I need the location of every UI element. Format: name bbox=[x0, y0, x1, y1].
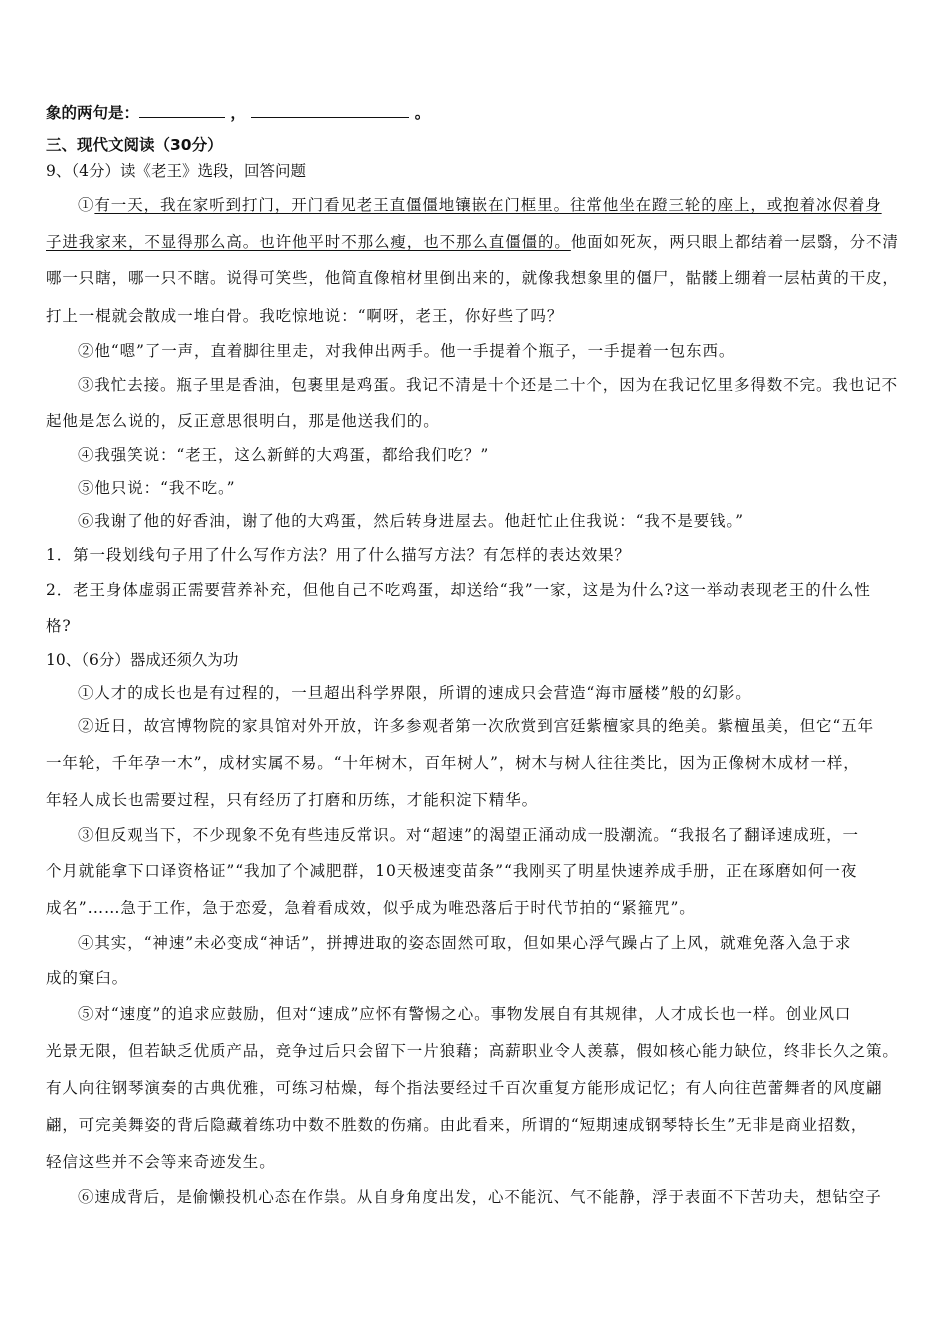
q10-para-2-line-3: 年轻人成长也需要过程，只有经历了打磨和历练，才能积淀下精华。 bbox=[46, 791, 539, 809]
q10-para-3-line-2: 个月就能拿下口译资格证”“我加了个减肥群，10天极速变苗条”“我刚买了明星快速养成手册，正在琢磨如何一夜 bbox=[46, 862, 858, 880]
q10-para-3-line-3: 成名”……急于工作，急于恋爱，急着看成效，似乎成为唯恐落后于时代节拍的“紧箍咒”。 bbox=[46, 899, 696, 917]
q10-para-5-line-5: 轻信这些并不会等来奇迹发生。 bbox=[46, 1153, 276, 1171]
q9-para-1-line-3: 哪一只瞎，哪一只不瞎。说得可笑些，他简直像棺材里倒出来的，就像我想象里的僵尸，骷髅上绷着一层枯黄的干皮， bbox=[46, 269, 899, 287]
answer-blank-2[interactable] bbox=[251, 103, 409, 118]
q9-para-1-line-4: 打上一棍就会散成一堆白骨。我吃惊地说：“啊呀，老王，你好些了吗？ bbox=[46, 307, 564, 325]
q10-para-1: ①人才的成长也是有过程的，一旦超出科学界限，所谓的速成只会营造“海市蜃楼”般的幻影。 bbox=[78, 684, 752, 702]
q9-para-4: ④我强笑说：“老王，这么新鲜的大鸡蛋，都给我们吃？” bbox=[78, 446, 490, 464]
q9-subquestion-2-line-1: 2．老王身体虚弱正需要营养补充，但他自己不吃鸡蛋，却送给“我”一家，这是为什么?这一举动表现老王的什么性 bbox=[46, 581, 871, 599]
q10-para-2-line-1: ②近日，故宫博物院的家具馆对外开放，许多参观者第一次欣赏到宫廷紫檀家具的绝美。紫檀虽美，但它“五年 bbox=[78, 717, 875, 735]
q10-para-4-line-1: ④其实，“神速”未必变成“神话”，拼搏进取的姿态固然可取，但如果心浮气躁占了上风，就难免落入急于求 bbox=[78, 934, 852, 952]
q9-para-1-line-1 bbox=[78, 195, 882, 215]
q9-para-3-line-2: 起他是怎么说的，反正意思很明白，那是他送我们的。 bbox=[46, 412, 440, 430]
underlined-sentence: 有一天，我在家听到打门，开门看见老王直僵僵地镶嵌在门框里。往常他坐在蹬三轮的座上，或抱着冰侭着身 bbox=[94, 196, 882, 214]
q9-para-5: ⑤他只说：“我不吃。” bbox=[78, 479, 236, 497]
answer-blank-1[interactable] bbox=[139, 103, 225, 118]
q9-para-3-line-1: ③我忙去接。瓶子里是香油，包裹里是鸡蛋。我记不清是十个还是二十个，因为在我记忆里多得数不完。我也记不 bbox=[78, 376, 899, 394]
q10-para-6-line-1: ⑥速成背后，是偷懒投机心态在作祟。从自身角度出发，心不能沉、气不能静，浮于表面不下苦功夫，想钻空子 bbox=[78, 1188, 882, 1206]
q10-para-2-line-2: 一年轮，千年孕一木”，成材实属不易。“十年树木，百年树人”，树木与树人往往类比，因为正像树木成材一样， bbox=[46, 754, 860, 772]
q10-para-3-line-1: ③但反观当下，不少现象不免有些违反常识。对“超速”的渴望正涌动成一股潮流。“我报名了翻译速成班，一 bbox=[78, 826, 859, 844]
q10-para-5-line-1: ⑤对“速度”的追求应鼓励，但对“速成”应怀有警惕之心。事物发展自有其规律，人才成长也一样。创业风口 bbox=[78, 1005, 852, 1023]
fill-in-text: 象的两句是： bbox=[46, 104, 140, 122]
q10-para-5-line-3: 有人向往钢琴演奏的古典优雅，可练习枯燥，每个指法要经过千百次重复方能形成记忆；有人向往芭蕾舞者的风度翩 bbox=[46, 1079, 883, 1097]
period: 。 bbox=[414, 104, 431, 122]
q10-para-5-line-4: 翩，可完美舞姿的背后隐藏着练功中数不胜数的伤痛。由此看来，所谓的“短期速成钢琴特长生”无非是商业招数， bbox=[46, 1116, 868, 1134]
underlined-sentence: 子进我家来，不显得那么高。也许他平时不那么瘦，也不那么直僵僵的。 bbox=[46, 233, 571, 251]
q9-para-2: ②他“嗯”了一声，直着脚往里走，对我伸出两手。他一手提着个瓶子，一手提着一包东西。 bbox=[78, 342, 736, 360]
q9-subquestion-1: 1．第一段划线句子用了什么写作方法？用了什么描写方法？有怎样的表达效果？ bbox=[46, 546, 631, 564]
question-9-title: 9、（4分）读《老王》选段，回答问题 bbox=[46, 162, 306, 180]
q9-para-6: ⑥我谢了他的好香油，谢了他的大鸡蛋，然后转身进屋去。他赶忙止住我说：“我不是要钱。” bbox=[78, 512, 744, 530]
para-number: ① bbox=[78, 196, 95, 214]
section-heading: 三、现代文阅读（30分） bbox=[46, 136, 223, 154]
q9-para-1-line-2 bbox=[46, 232, 899, 252]
q10-para-4-line-2: 成的窠臼。 bbox=[46, 969, 129, 987]
q10-para-5-line-2: 光景无限，但若缺乏优质产品，竞争过后只会留下一片狼藉；高薪职业令人羡慕，假如核心能力缺位，终非长久之策。 bbox=[46, 1042, 899, 1060]
fill-in-line bbox=[46, 103, 430, 123]
comma: ， bbox=[230, 104, 246, 122]
question-10-title: 10、（6分）器成还须久为功 bbox=[46, 651, 239, 669]
para-text: 他面如死灰，两只眼上都结着一层翳，分不清 bbox=[570, 233, 899, 251]
q9-subquestion-2-line-2: 格? bbox=[46, 617, 72, 635]
